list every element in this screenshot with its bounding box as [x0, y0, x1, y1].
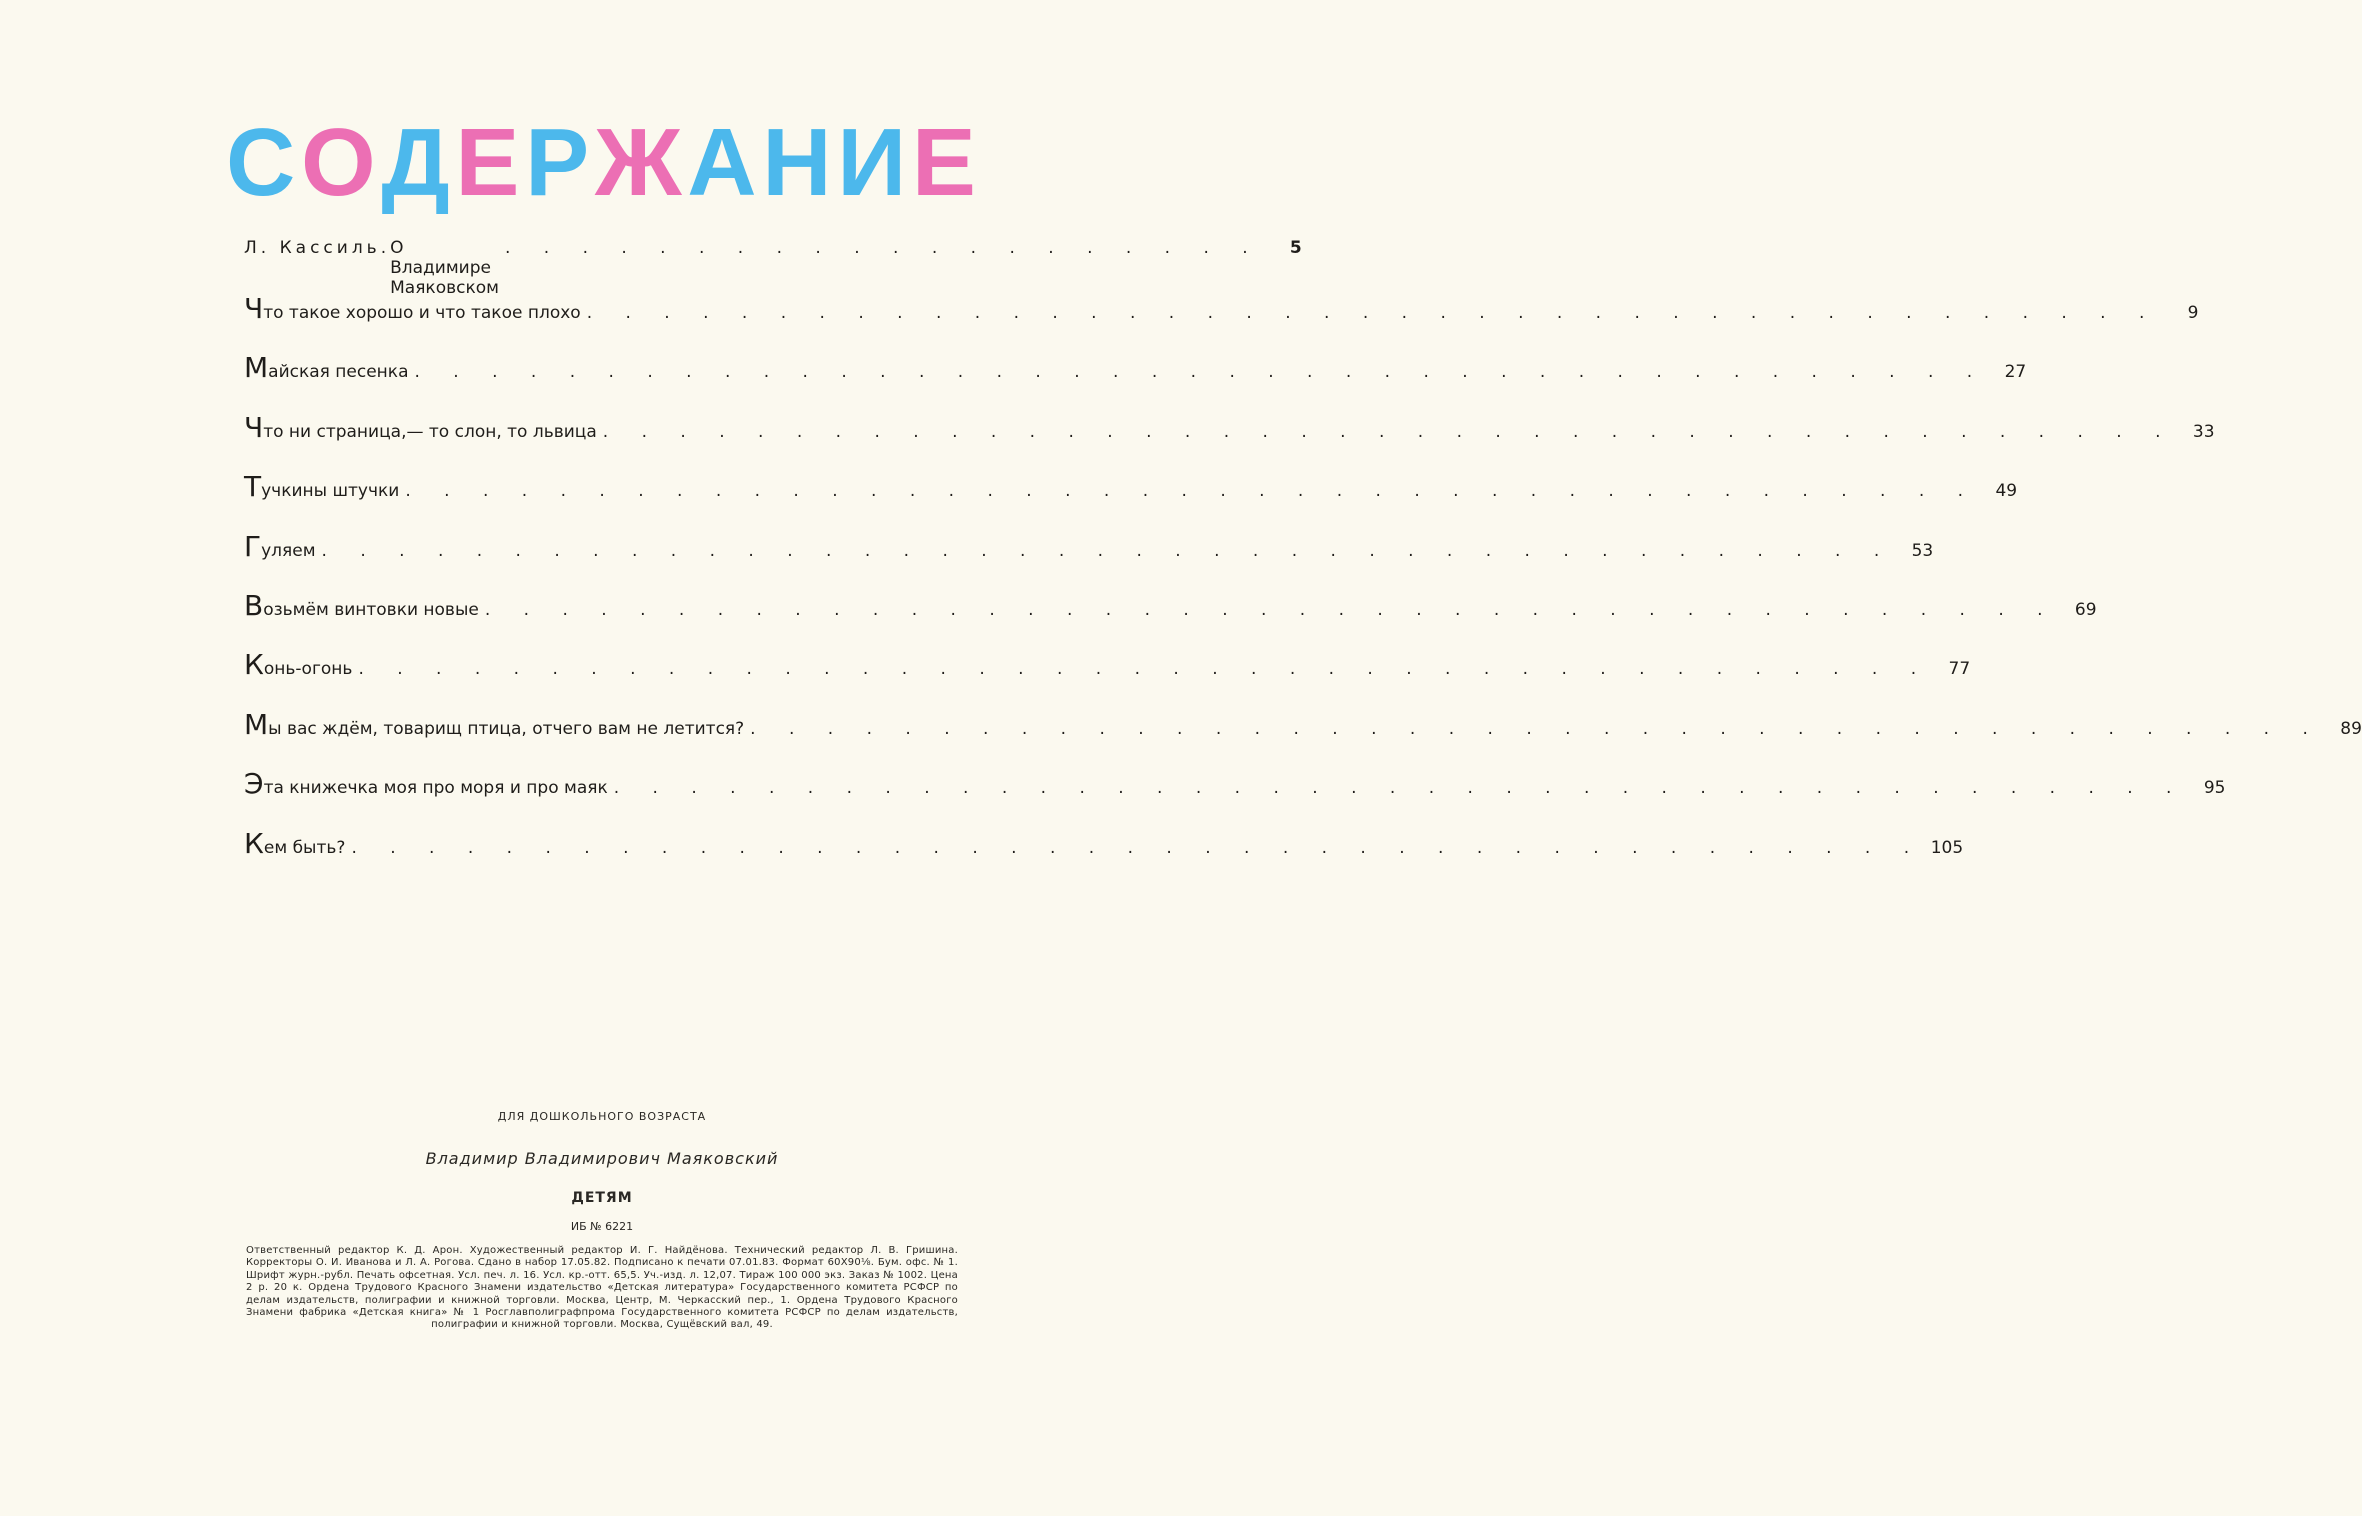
- toc-entry[interactable]: [244, 410, 2215, 473]
- entry-title: айская песенка: [268, 362, 409, 383]
- entry-title: озьмём винтовки новые: [263, 599, 479, 620]
- heading-letter: О: [301, 109, 376, 216]
- heading-letter: Р: [525, 109, 590, 216]
- imprint-credits: Ответственный редактор К. Д. Арон. Художественный редактор И. Г. Найдёнова. Технический редактор Л. В. Гришина. Корректоры О. И. Иванова и Л. А. Рогова. Сдано в набор 17.05.82. Подписано к печати 07.01.83. Формат 60Х90⅛. Бум. офс. № 1. Шрифт журн.-рубл. Печать офсетная. Усл. печ. л. 16. Усл. кр.-отт. 65,5. Уч.-изд. л. 12,07. Тираж 100 000 экз. Заказ № 1002. Цена 2 р. 20 к. Ордена Трудового Красного Знамени издательство «Детская литература» Государственного комитета РСФСР по делам издательств, полиграфии и книжной торговли. Москва, Центр, М. Черкасский пер., 1. Ордена Трудового Красного Знамени фабрика «Детская книга» № 1 Росглавполиграфпрома Государственного комитета РСФСР по делам издательств, полиграфии и книжной торговли. Москва, Сущёвский вал, 49.: [246, 1245, 958, 1331]
- toc-entry[interactable]: [244, 648, 1971, 710]
- entry-title: то ни страница,— то слон, то львица: [263, 421, 597, 442]
- entry-title: то такое хорошо и что такое плохо: [263, 303, 581, 323]
- leader-dots: . . . . . . . . . . . . . . . . . . . . . . . . . . . . . . . . . . . . . . . . .: [351, 837, 1924, 858]
- entry-initial: В: [244, 588, 264, 622]
- entry-initial: М: [244, 707, 269, 741]
- imprint-ib-number: ИБ № 6221: [570, 1220, 634, 1233]
- heading-letter: И: [837, 109, 907, 216]
- entry-title: ем быть?: [263, 837, 346, 858]
- entry-page-number: 77: [1948, 659, 1971, 680]
- entry-initial: Г: [244, 529, 262, 563]
- age-category: ДЛЯ ДОШКОЛЬНОГО ВОЗРАСТА: [497, 1110, 707, 1123]
- leader-dots: . . . . . . . . . . . . . . . . . . . . . . . . . . . . . . . . . . . . . . . . .: [358, 659, 1931, 680]
- entry-page-number: 53: [1911, 540, 1934, 561]
- heading-letter: Д: [381, 109, 450, 216]
- entry-page-number: 95: [2203, 778, 2226, 799]
- toc-entry[interactable]: [244, 529, 1934, 592]
- toc-entry[interactable]: [244, 767, 2226, 829]
- entry-initial: Т: [244, 470, 262, 504]
- heading-letter: С: [226, 109, 296, 216]
- entry-page-number: 69: [2074, 599, 2097, 620]
- heading-letter: Е: [911, 109, 976, 216]
- toc-entry[interactable]: [244, 351, 2027, 413]
- entry-title: уляем: [261, 540, 316, 561]
- toc-entry[interactable]: [244, 292, 2199, 354]
- entry-title: ы вас ждём, товарищ птица, отчего вам не летится?: [268, 718, 745, 739]
- intro-page-number: 5: [1289, 238, 1302, 258]
- heading-letter: Ж: [594, 109, 682, 216]
- entry-page-number: 33: [2192, 421, 2215, 442]
- leader-dots: . . . . . . . . . . . . . . . . . . . . . . . . . . . . . . . . . . . . . . . . .: [321, 540, 1894, 561]
- heading-letter: А: [687, 109, 757, 216]
- leader-dots: . . . . . . . . . . . . . . . . . . . . . . . . . . . . . . . . . . . . . . . . .: [414, 362, 1987, 383]
- entry-initial: М: [244, 351, 269, 385]
- entry-title: учкины штучки: [261, 481, 400, 502]
- imprint-author: Владимир Владимирович Маяковский: [425, 1149, 779, 1168]
- imprint-block: [246, 1110, 958, 1332]
- leader-dots: . . . . . . . . . . . . . . . . . . . . . . . . . . . . . . . . . . . . . . . . .: [586, 303, 2159, 323]
- entry-page-number: 105: [1930, 837, 1964, 858]
- entry-initial: Э: [244, 767, 264, 801]
- toc-entry[interactable]: [244, 707, 2362, 770]
- toc-entry-intro[interactable]: [244, 238, 1302, 298]
- toc-entry[interactable]: [244, 826, 1964, 889]
- toc-entry[interactable]: [244, 470, 2018, 532]
- entry-initial: К: [244, 826, 264, 860]
- entry-page-number: 89: [2340, 718, 2362, 739]
- entry-initial: К: [244, 648, 264, 682]
- toc-entry[interactable]: [244, 588, 2097, 651]
- imprint-book-title: ДЕТЯМ: [571, 1190, 633, 1206]
- entry-page-number: 27: [2004, 362, 2027, 383]
- leader-dots: . . . . . . . . . . . . . . . . . . . . . . . . . . . . . . . . . . . . . . . . .: [405, 481, 1978, 502]
- heading-letter: Н: [762, 109, 832, 216]
- intro-author: Л. Кассиль.: [244, 238, 391, 258]
- entry-initial: Ч: [244, 292, 264, 325]
- entry-title: онь-огонь: [263, 659, 353, 680]
- leader-dots: . . . . . . . . . . . . . . . . . . . . . . . . . . . . . . . . . . . . . . . . .: [613, 778, 2186, 799]
- toc-list: [244, 292, 2362, 889]
- entry-page-number: 49: [1995, 481, 2018, 502]
- leader-dots: . . . . . . . . . . . . . . . . . . . .: [504, 238, 1262, 258]
- entry-initial: Ч: [244, 410, 264, 444]
- intro-title: О Владимире Маяковском: [390, 238, 499, 298]
- leader-dots: . . . . . . . . . . . . . . . . . . . . . . . . . . . . . . . . . . . . . . . . .: [602, 421, 2175, 442]
- entry-title: та книжечка моя про моря и про маяк: [263, 778, 608, 799]
- leader-dots: . . . . . . . . . . . . . . . . . . . . . . . . . . . . . . . . . . . . . . . . .: [750, 718, 2322, 739]
- heading-letter: Е: [455, 109, 520, 216]
- entry-page-number: 9: [2187, 303, 2199, 323]
- leader-dots: . . . . . . . . . . . . . . . . . . . . . . . . . . . . . . . . . . . . . . . . .: [484, 599, 2057, 620]
- contents-heading: [226, 108, 976, 218]
